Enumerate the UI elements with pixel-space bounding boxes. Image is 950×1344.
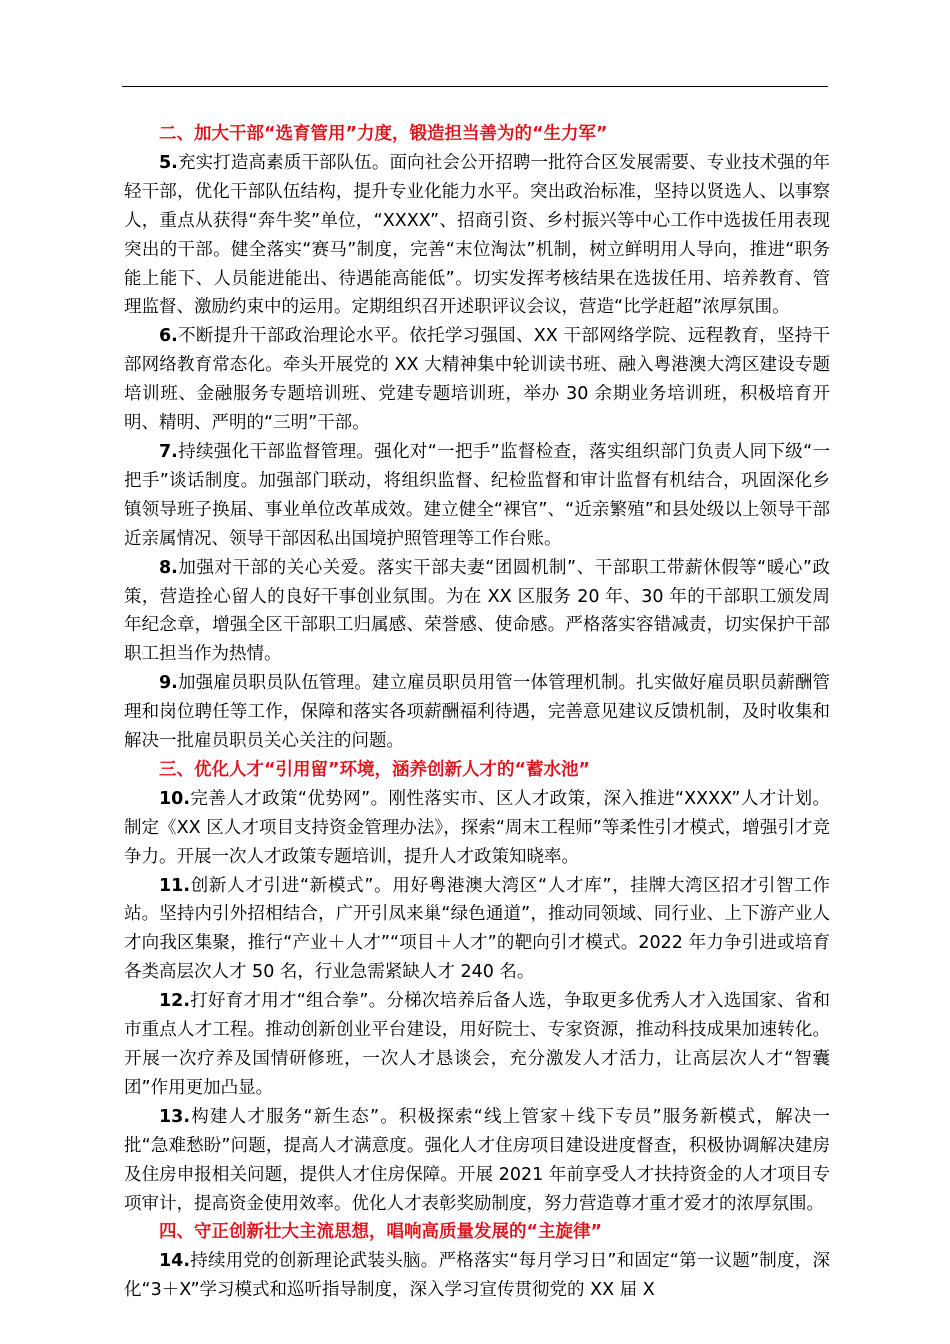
paragraph	[124, 438, 830, 554]
paragraph	[124, 785, 830, 872]
item-number: 13.	[159, 1106, 191, 1127]
header-rule	[122, 86, 828, 87]
paragraph	[124, 554, 830, 670]
paragraph	[124, 987, 830, 1103]
paragraph-text: 充实打造高素质干部队伍。面向社会公开招聘一批符合区发展需要、专业技术强的年轻干部，优化干部队伍结构，提升专业化能力水平。突出政治标准，坚持以贤选人、以事察人，重点从获得“奔牛奖”单位，“XXXX”、招商引资、乡村振兴等中心工作中选拔任用表现突出的干部。健全落实“赛马”制度，完善“末位淘汰”机制，树立鲜明用人导向，推进“职务能上能下、人员能进能出、待遇能高能低”。切实发挥考核结果在选拔任用、培养教育、管理监督、激励约束中的运用。定期组织召开述职评议会议，营造“比学赶超”浓厚氛围。	[124, 152, 830, 318]
section-heading: 四、守正创新壮大主流思想，唱响高质量发展的“主旋律”	[159, 1222, 603, 1243]
item-number: 6.	[159, 326, 178, 347]
paragraph	[124, 1103, 830, 1219]
section-heading: 三、优化人才“引用留”环境，涵养创新人才的“蓄水池”	[159, 759, 591, 780]
paragraph-text: 完善人才政策“优势网”。刚性落实市、区人才政策，深入推进“XXXX”人才计划。制定《XX 区人才项目支持资金管理办法》，探索“周末工程师”等柔性引才模式，增强引才竞争力。开展一次人才政策专题培训，提升人才政策知晓率。	[124, 788, 830, 867]
paragraph-text: 构建人才服务“新生态”。积极探索“线上管家＋线下专员”服务新模式，解决一批“急难愁盼”问题，提高人才满意度。强化人才住房项目建设进度督查，积极协调解决建房及住房申报相关问题，提供人才住房保障。开展 2021 年前享受人才扶持资金的人才项目专项审计，提高资金使用效率。优化人才表彰奖励制度，努力营造尊才重才爱才的浓厚氛围。	[124, 1106, 830, 1214]
paragraph-text: 加强雇员职员队伍管理。建立雇员职员用管一体管理机制。扎实做好雇员职员薪酬管理和岗位聘任等工作，保障和落实各项薪酬福利待遇，完善意见建议反馈机制，及时收集和解决一批雇员职员关心关注的问题。	[124, 673, 830, 752]
paragraph-text: 加强对干部的关心关爱。落实干部夫妻“团圆机制”、干部职工带薪休假等“暖心”政策，营造拴心留人的良好干事创业氛围。为在 XX 区服务 20 年、30 年的干部职工颁发周年纪念章，增强全区干部职工归属感、荣誉感、使命感。严格落实容错减责，切实保护干部职工担当作为热情。	[124, 557, 830, 665]
paragraph-text: 持续用党的创新理论武装头脑。严格落实“每月学习日”和固定“第一议题”制度，深化“3＋X”学习模式和巡听指导制度，深入学习宣传贯彻党的 XX 届 X	[124, 1251, 830, 1301]
paragraph	[124, 872, 830, 988]
item-number: 10.	[159, 788, 191, 809]
paragraph	[124, 1247, 830, 1305]
item-number: 12.	[159, 991, 191, 1012]
document-body	[124, 120, 830, 1305]
paragraph	[124, 322, 830, 438]
section-heading: 二、加大干部“选育管用”力度，锻造担当善为的“生力军”	[159, 124, 608, 144]
paragraph-text: 创新人才引进“新模式”。用好粤港澳大湾区“人才库”，挂牌大湾区招才引智工作站。坚持内引外招相结合，广开引凤来巢“绿色通道”，推动同领域、同行业、上下游产业人才向我区集聚，推行“产业＋人才”“项目＋人才”的靶向引才模式。2022 年力争引进或培育各类高层次人才 50 名，行业急需紧缺人才 240 名。	[124, 875, 830, 983]
paragraph-text: 持续强化干部监督管理。强化对“一把手”监督检查，落实组织部门负责人同下级“一把手”谈话制度。加强部门联动，将组织监督、纪检监督和审计监督有机结合，巩固深化乡镇领导班子换届、事业单位改革成效。建立健全“裸官”、“近亲繁殖”和县处级以上领导干部近亲属情况、领导干部因私出国境护照管理等工作台账。	[124, 441, 830, 549]
item-number: 7.	[159, 441, 178, 462]
item-number: 8.	[159, 557, 178, 578]
item-number: 11.	[159, 875, 191, 896]
item-number: 9.	[159, 673, 178, 694]
paragraph-text: 不断提升干部政治理论水平。依托学习强国、XX 干部网络学院、远程教育，坚持干部网络教育常态化。牵头开展党的 XX 大精神集中轮训读书班、融入粤港澳大湾区建设专题培训班、金融服务专题培训班、党建专题培训班，举办 30 余期业务培训班，积极培育开明、精明、严明的“三明”干部。	[124, 326, 830, 434]
paragraph-text: 打好育才用才“组合拳”。分梯次培养后备人选，争取更多优秀人才入选国家、省和市重点人才工程。推动创新创业平台建设，用好院士、专家资源，推动科技成果加速转化。开展一次疗养及国情研修班，一次人才恳谈会，充分激发人才活力，让高层次人才“智囊团”作用更加凸显。	[124, 991, 830, 1098]
item-number: 5.	[159, 152, 178, 173]
paragraph	[124, 149, 830, 322]
item-number: 14.	[159, 1251, 191, 1272]
paragraph	[124, 669, 830, 756]
